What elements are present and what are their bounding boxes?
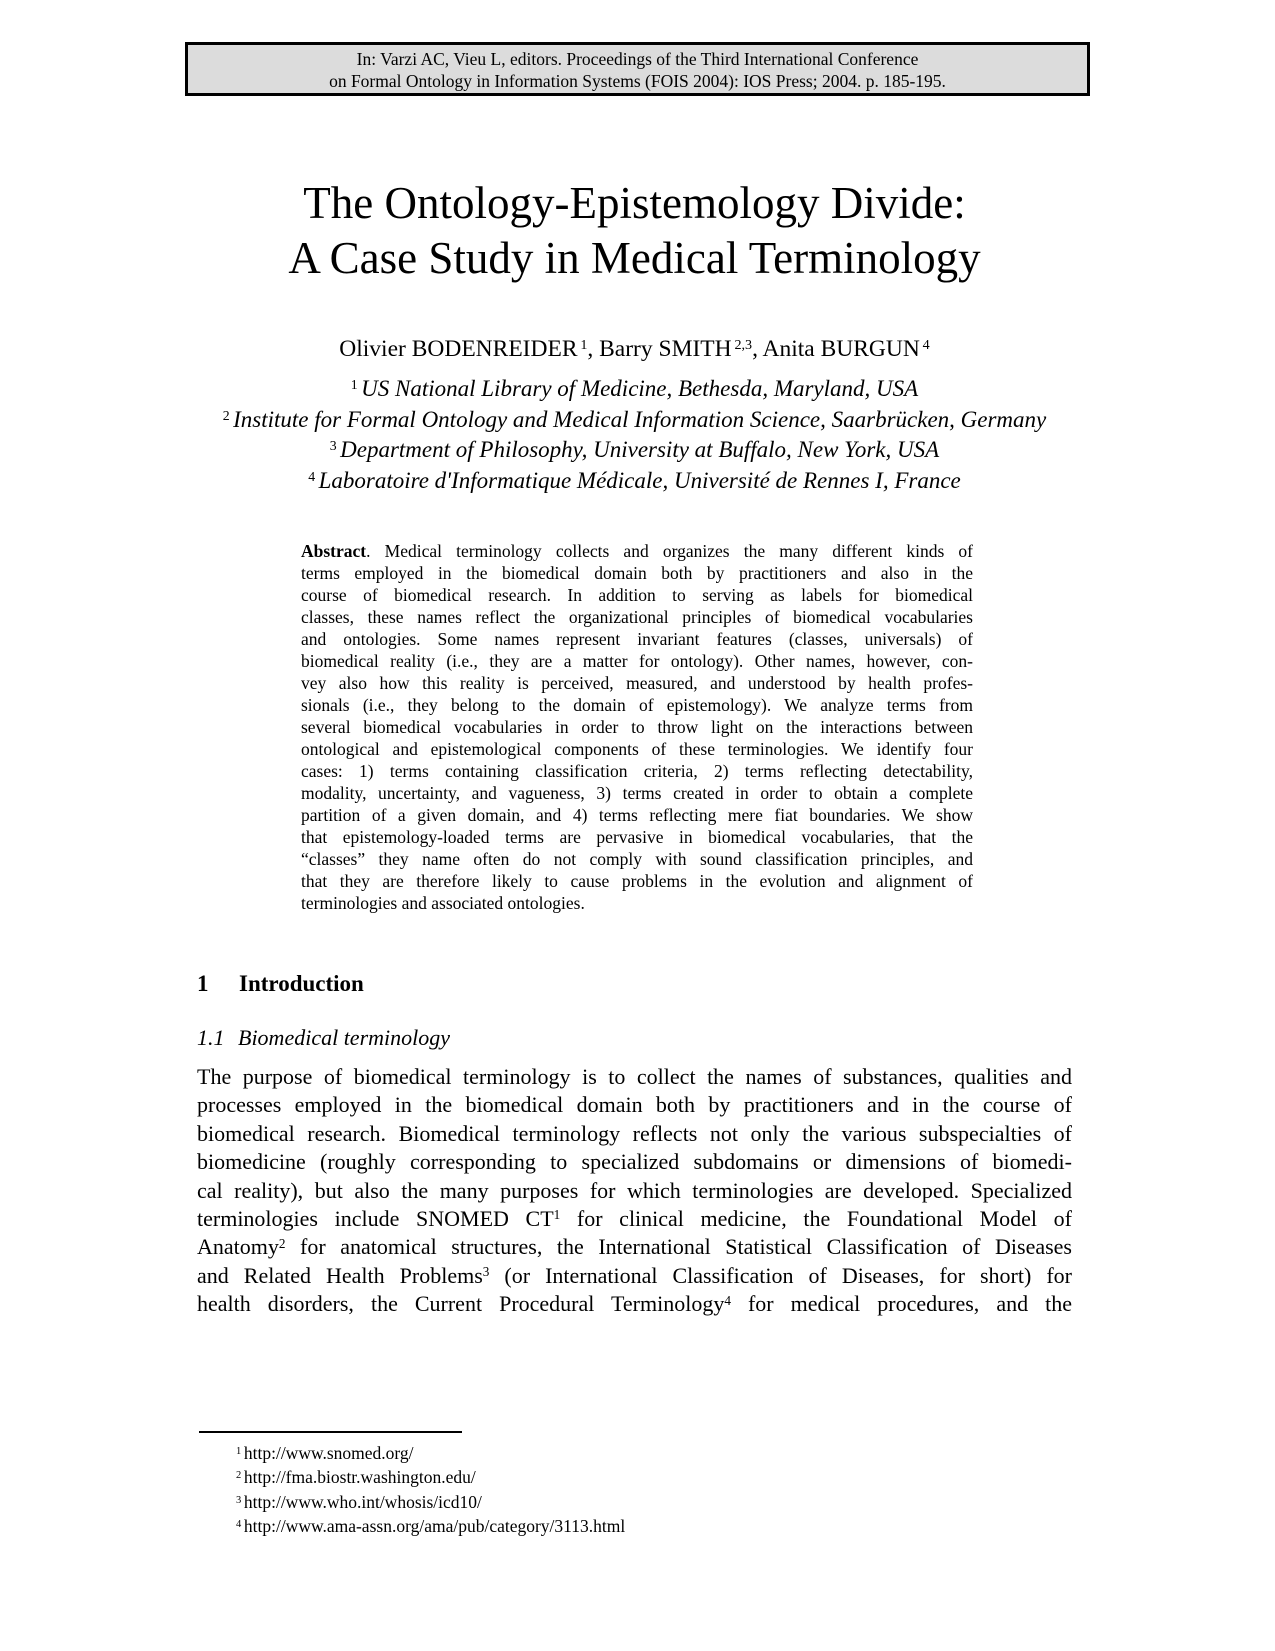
subsection-number: 1.1 [197,1025,225,1050]
affiliation-4-text: Laboratoire d'Informatique Médicale, Université de Rennes I, France [318,467,961,493]
author-3-superscript: 4 [922,336,930,353]
affiliation-line-3 [97,435,1172,466]
abstract-line: ontological and epistemological components of these terminologies. We identify four [301,739,973,759]
abstract-last-line: terminologies and associated ontologies. [301,893,585,913]
subsection-title: Biomedical terminology [238,1025,451,1050]
body-line-text: and Related Health Problems [197,1262,483,1288]
body-line [197,1205,1072,1233]
footnote-4-number: 4 [236,1518,242,1530]
affiliation-3-text: Department of Philosophy, University at Buffalo, New York, USA [340,437,940,462]
footnote-2 [236,1465,1072,1489]
affiliation-line-1 [97,374,1172,405]
subsection-1-1-heading [197,1025,1072,1051]
author-2-superscript: 2,3 [734,336,753,353]
abstract-line: modality, uncertainty, and vagueness, 3) terms created in order to obtain a complete [301,783,973,803]
footnote-marker-4: 4 [724,1292,731,1308]
section-title: Introduction [239,971,364,996]
footnote-1 [236,1441,1072,1465]
paper-title [197,176,1072,286]
citation-box [185,42,1090,96]
footnote-separator [199,1431,462,1433]
citation-line-2: on Formal Ontology in Information Systems (FOIS 2004): IOS Press; 2004. p. 185-195. [329,71,946,91]
body-line: processes employed in the biomedical domain both by practitioners and in the course of [197,1092,1072,1118]
footnote-3 [236,1490,1072,1514]
abstract-line: that they are therefore likely to cause problems in the evolution and alignment of [301,871,973,891]
citation-line-1: In: Varzi AC, Vieu L, editors. Proceedings of the Third International Conference [356,49,919,69]
abstract-line: that epistemology-loaded terms are pervasive in biomedical vocabularies, that the [301,827,973,847]
footnote-1-url: http://www.snomed.org/ [243,1443,414,1463]
footnote-marker-1: 1 [553,1207,561,1223]
abstract-line [301,540,973,562]
footnote-2-number: 2 [236,1470,242,1482]
author-2-name: Barry SMITH [599,336,732,362]
footnote-3-number: 3 [236,1494,242,1506]
author-3-name: Anita BURGUN [762,336,920,362]
body-line: cal reality), but also the many purposes for which terminologies are developed. Specialized [197,1177,1072,1203]
author-2 [599,336,762,362]
affiliation-2-text: Institute for Formal Ontology and Medical Information Science, Saarbrücken, Germany [233,406,1047,432]
abstract-line: biomedical reality (i.e., they are a matter for ontology). Other names, however, con- [301,651,973,671]
body-line [197,1262,1072,1290]
author-1 [339,336,599,362]
body-line-text: for anatomical structures, the International Statistical Classification of Diseases [285,1234,1072,1260]
affiliation-3-superscript: 3 [329,438,337,454]
body-line-text: terminologies include SNOMED CT [197,1206,554,1232]
authors-line [97,336,1172,363]
body-line [197,1290,1072,1318]
body-line: biomedical research. Biomedical terminology reflects not only the various subspecialties of [197,1120,1072,1146]
body-line: biomedicine (roughly corresponding to specialized subdomains or dimensions of biomedi- [197,1149,1072,1175]
body-line: The purpose of biomedical terminology is to collect the names of substances, qualities and [197,1064,1072,1089]
body-line-text: for clinical medicine, the Foundational Model of [560,1206,1072,1232]
affiliation-line-4 [97,466,1172,497]
affiliation-line-2 [97,405,1172,436]
footnote-4 [236,1514,1072,1538]
author-1-superscript: 1 [580,336,588,353]
author-separator: , [752,336,763,362]
abstract-line: terms employed in the biomedical domain both by practitioners and also in the [301,563,973,583]
abstract-block [301,540,973,914]
abstract-line: “classes” they name often do not comply with sound classification principles, and [301,849,973,869]
body-line-text: Anatomy [197,1234,279,1260]
footnote-4-url: http://www.ama-assn.org/ama/pub/category/3113.html [243,1516,626,1537]
abstract-line-text: . Medical terminology collects and organizes the many different kinds of [366,541,973,561]
section-1-heading [197,971,1072,997]
body-line-text: for medical procedures, and the [730,1291,1072,1317]
author-separator: , [587,336,600,362]
affiliation-4-superscript: 4 [308,468,316,484]
footnote-1-number: 1 [236,1445,242,1457]
author-3 [763,336,930,362]
footnote-3-url: http://www.who.int/whosis/icd10/ [243,1491,482,1512]
body-line-text: (or International Classification of Diseases, for short) for [489,1262,1072,1288]
abstract-line: and ontologies. Some names represent invariant features (classes, universals) of [301,629,973,649]
abstract-line: vey also how this reality is perceived, measured, and understood by health profes- [301,673,973,693]
abstract-line: classes, these names reflect the organizational principles of biomedical vocabularies [301,607,973,627]
affiliations-block [97,374,1172,496]
title-line-1: The Ontology-Epistemology Divide: [303,178,966,228]
title-line-2: A Case Study in Medical Terminology [288,233,981,283]
affiliation-1-text: US National Library of Medicine, Bethesda, Maryland, USA [361,376,919,401]
affiliation-2-superscript: 2 [222,407,230,423]
section-number: 1 [197,971,209,996]
abstract-line: several biomedical vocabularies in order to throw light on the interactions between [301,717,973,737]
footnotes-block [236,1441,1072,1539]
author-1-name: Olivier BODENREIDER [339,336,578,362]
abstract-label: Abstract [301,541,367,561]
abstract-line: sionals (i.e., they belong to the domain of epistemology). We analyze terms from [301,695,973,715]
abstract-line: cases: 1) terms containing classification criteria, 2) terms reflecting detectability, [301,761,973,781]
body-line [197,1233,1072,1261]
affiliation-1-superscript: 1 [350,377,358,393]
footnote-marker-2: 2 [278,1235,286,1251]
footnote-2-url: http://fma.biostr.washington.edu/ [243,1467,476,1488]
abstract-line: partition of a given domain, and 4) terms reflecting mere fiat boundaries. We show [301,805,973,825]
intro-paragraph [197,1063,1072,1319]
footnote-marker-3: 3 [482,1264,490,1280]
abstract-line: course of biomedical research. In addition to serving as labels for biomedical [301,585,973,605]
body-line-text: health disorders, the Current Procedural Terminology [197,1291,725,1317]
